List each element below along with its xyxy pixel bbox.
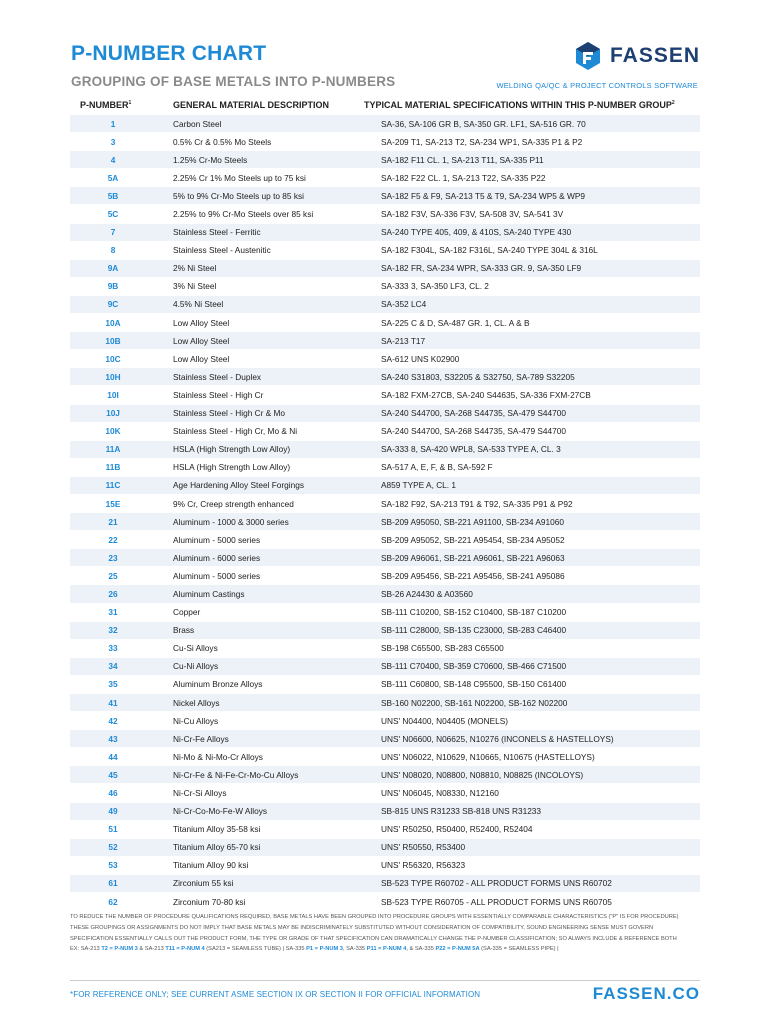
- table-row: [70, 604, 700, 622]
- specification-cell: SA-182 FR, SA-234 WPR, SA-333 GR. 9, SA-350 LF9: [381, 263, 582, 274]
- pnumber-cell: 21: [108, 516, 118, 527]
- specification-cell: SB-209 A95050, SB-221 A91100, SB-234 A91060: [381, 516, 564, 527]
- description-cell: Aluminum - 6000 series: [173, 552, 261, 563]
- pnumber-cell: 53: [108, 860, 118, 871]
- specification-cell: SB-523 TYPE R60705 - ALL PRODUCT FORMS UNS R60705: [381, 896, 612, 907]
- pnumber-cell: 62: [108, 896, 118, 907]
- table-row: [70, 224, 700, 242]
- pnumber-cell: 10B: [105, 335, 121, 346]
- description-cell: 2.25% Cr 1% Mo Steels up to 75 ksi: [173, 172, 306, 183]
- description-cell: Aluminum - 5000 series: [173, 570, 261, 581]
- specification-cell: SB-111 C70400, SB-359 C70600, SB-466 C71500: [381, 661, 567, 672]
- pnumber-cell: 22: [108, 534, 118, 545]
- description-cell: Ni-Cr-Si Alloys: [173, 788, 227, 799]
- specification-cell: SA-517 A, E, F, & B, SA-592 F: [381, 462, 493, 473]
- description-cell: Stainless Steel - Austenitic: [173, 245, 271, 256]
- brand-name: FASSEN: [610, 44, 701, 67]
- specification-cell: SA-36, SA-106 GR B, SA-350 GR. LF1, SA-516 GR. 70: [381, 118, 586, 129]
- pnumber-cell: 23: [108, 552, 118, 563]
- table-row: [70, 821, 700, 839]
- specification-cell: UNS' N08020, N08800, N08810, N08825 (INCOLOYS): [381, 769, 584, 780]
- table-row: [70, 205, 700, 223]
- footnote-example: EX: SA-213 T2 = P-NUM 3 & SA-213 T11 = P-NUM 4 (SA213 = SEAMLESS TUBE) | SA-335 P1 = P-NUM 3, SA-335 P11 = P-NUM 4, & SA-335 P22 = P-NUM 5A (SA-335 = SEAMLESS PIPE) |: [70, 946, 559, 953]
- pnumber-cell: 41: [108, 697, 118, 708]
- description-cell: Ni-Cr-Fe Alloys: [173, 733, 229, 744]
- description-cell: 0.5% Cr & 0.5% Mo Steels: [173, 136, 272, 147]
- pnumber-cell: 5A: [107, 172, 119, 183]
- description-cell: Titanium Alloy 35-58 ksi: [173, 824, 261, 835]
- specification-cell: UNS' N04400, N04405 (MONELS): [381, 715, 509, 726]
- table-row: [70, 676, 700, 694]
- table-row: [70, 332, 700, 350]
- specification-cell: SA-182 F3V, SA-336 F3V, SA-508 3V, SA-541 3V: [381, 209, 564, 220]
- table-row: [70, 531, 700, 549]
- description-cell: 2% Ni Steel: [173, 263, 217, 274]
- page-subtitle: GROUPING OF BASE METALS INTO P-NUMBERS: [71, 74, 396, 89]
- brand-tagline: WELDING QA/QC & PROJECT CONTROLS SOFTWARE: [496, 81, 698, 90]
- footnotes: [70, 912, 700, 955]
- specification-cell: SA-182 FXM-27CB, SA-240 S44635, SA-336 FXM-27CB: [381, 389, 591, 400]
- pnumber-cell: 5C: [107, 209, 119, 220]
- description-cell: Ni-Mo & Ni-Mo-Cr Alloys: [173, 751, 263, 762]
- footnote-3: SPECIFICATION ESSENTIALLY CALLS OUT THE PRODUCT FORM, THE TYPE OR GRADE OF THAT SPECIFICATION CAN DRAMATICALLY CHANGE THE P-NUMBER CLASSIFICATION; SO ALWAYS INCLUDE & REFERENCE BOTH: [70, 935, 677, 942]
- pnumber-cell: 11A: [105, 444, 121, 455]
- description-cell: Cu-Ni Alloys: [173, 661, 219, 672]
- column-header-description: GENERAL MATERIAL DESCRIPTION: [173, 100, 330, 110]
- pnumber-cell: 10I: [107, 389, 119, 400]
- description-cell: Stainless Steel - High Cr: [173, 389, 264, 400]
- pnumber-cell: 52: [108, 842, 118, 853]
- description-cell: Age Hardening Alloy Steel Forgings: [173, 480, 304, 491]
- pnumber-cell: 42: [108, 715, 118, 726]
- table-row: [70, 187, 700, 205]
- pnumber-cell: 32: [108, 625, 118, 636]
- table-row: [70, 405, 700, 423]
- specification-cell: SB-111 C28000, SB-135 C23000, SB-283 C46400: [381, 625, 567, 636]
- pnumber-cell: 49: [108, 806, 118, 817]
- description-cell: Ni-Cr-Co-Mo-Fe-W Alloys: [173, 806, 268, 817]
- pnumber-cell: 51: [108, 824, 118, 835]
- description-cell: Aluminum Bronze Alloys: [173, 679, 263, 690]
- footer-site-link[interactable]: FASSEN.CO: [592, 984, 700, 1003]
- table-row: [70, 133, 700, 151]
- description-cell: 9% Cr, Creep strength enhanced: [173, 498, 294, 509]
- table-row: [70, 350, 700, 368]
- table-row: [70, 622, 700, 640]
- pnumber-cell: 10J: [106, 408, 120, 419]
- table-row: [70, 314, 700, 332]
- table-row: [70, 386, 700, 404]
- specification-cell: SA-182 F5 & F9, SA-213 T5 & T9, SA-234 WP5 & WP9: [381, 190, 585, 201]
- description-cell: 2.25% to 9% Cr-Mo Steels over 85 ksi: [173, 209, 314, 220]
- specification-cell: SA-182 F92, SA-213 T91 & T92, SA-335 P91 & P92: [381, 498, 573, 509]
- specification-cell: SB-209 A95456, SB-221 A95456, SB-241 A95086: [381, 570, 565, 581]
- description-cell: Zirconium 55 ksi: [173, 878, 234, 889]
- pnumber-cell: 9A: [107, 263, 119, 274]
- table-row: [70, 296, 700, 314]
- specification-cell: SB-209 A95052, SB-221 A95454, SB-234 A95052: [381, 534, 565, 545]
- specification-cell: SA-213 T17: [381, 335, 426, 346]
- table-row: [70, 260, 700, 278]
- description-cell: Stainless Steel - Ferritic: [173, 227, 261, 238]
- description-cell: Brass: [173, 625, 195, 636]
- specification-cell: UNS' N06045, N08330, N12160: [381, 788, 499, 799]
- pnumber-cell: 5B: [107, 190, 119, 201]
- description-cell: Carbon Steel: [173, 118, 222, 129]
- specification-cell: SB-111 C60800, SB-148 C95500, SB-150 C61400: [381, 679, 567, 690]
- description-cell: 4.5% Ni Steel: [173, 299, 224, 310]
- description-cell: Copper: [173, 607, 201, 618]
- pnumber-cell: 10A: [105, 317, 121, 328]
- specification-cell: SB-198 C65500, SB-283 C65500: [381, 643, 504, 654]
- table-row: [70, 712, 700, 730]
- specification-cell: SA-352 LC4: [381, 299, 427, 310]
- description-cell: Ni-Cr-Fe & Ni-Fe-Cr-Mo-Cu Alloys: [173, 769, 299, 780]
- table-row: [70, 495, 700, 513]
- disclaimer: *FOR REFERENCE ONLY; SEE CURRENT ASME SECTION IX OR SECTION II FOR OFFICIAL INFORMATION: [70, 990, 481, 999]
- pnumber-cell: 9C: [107, 299, 119, 310]
- pnumber-cell: 35: [108, 679, 118, 690]
- footnote-2: THESE GROUPINGS OR ASSIGNMENTS DO NOT IMPLY THAT BASE METALS MAY BE INDISCRIMINATELY SUBSTITUTED WITHOUT CONSIDERATION OF COMPATIBILITY, SOUND ENGINEERING SENSE MUST GOVERN: [70, 924, 654, 931]
- description-cell: Stainless Steel - High Cr & Mo: [173, 408, 286, 419]
- specification-cell: SA-240 S44700, SA-268 S44735, SA-479 S44700: [381, 408, 566, 419]
- table-row: [70, 857, 700, 875]
- pnumber-cell: 10H: [105, 371, 121, 382]
- table-row: [70, 875, 700, 893]
- specification-cell: SB-523 TYPE R60702 - ALL PRODUCT FORMS UNS R60702: [381, 878, 612, 889]
- specification-cell: SA-240 TYPE 405, 409, & 410S, SA-240 TYPE 430: [381, 227, 572, 238]
- specification-cell: SA-225 C & D, SA-487 GR. 1, CL. A & B: [381, 317, 530, 328]
- table-row: [70, 477, 700, 495]
- specification-cell: UNS' R56320, R56323: [381, 860, 466, 871]
- description-cell: Aluminum - 1000 & 3000 series: [173, 516, 289, 527]
- description-cell: 3% Ni Steel: [173, 281, 217, 292]
- table-row: [70, 151, 700, 169]
- specification-cell: UNS' R50250, R50400, R52400, R52404: [381, 824, 533, 835]
- pnumber-cell: 45: [108, 769, 118, 780]
- table-header: [70, 95, 700, 116]
- pnumber-cell: 4: [110, 154, 116, 165]
- description-cell: Stainless Steel - High Cr, Mo & Ni: [173, 426, 298, 437]
- table-row: [70, 748, 700, 766]
- pnumber-cell: 10C: [105, 353, 121, 364]
- description-cell: Titanium Alloy 90 ksi: [173, 860, 249, 871]
- description-cell: Low Alloy Steel: [173, 335, 230, 346]
- table-row: [70, 115, 700, 133]
- pnumber-cell: 7: [110, 227, 116, 238]
- pnumber-cell: 26: [108, 588, 118, 599]
- specification-cell: SA-182 F11 CL. 1, SA-213 T11, SA-335 P11: [381, 154, 544, 165]
- description-cell: Stainless Steel - Duplex: [173, 371, 262, 382]
- description-cell: Cu-Si Alloys: [173, 643, 218, 654]
- specification-cell: UNS' R50550, R53400: [381, 842, 466, 853]
- pnumber-cell: 44: [108, 751, 118, 762]
- description-cell: HSLA (High Strength Low Alloy): [173, 444, 291, 455]
- description-cell: 1.25% Cr-Mo Steels: [173, 154, 248, 165]
- page-title: P-NUMBER CHART: [71, 42, 267, 65]
- pnumber-cell: 11C: [105, 480, 121, 491]
- pnumber-cell: 10K: [105, 426, 121, 437]
- specification-cell: UNS' N06600, N06625, N10276 (INCONELS & HASTELLOYS): [381, 733, 614, 744]
- table-row: [70, 803, 700, 821]
- description-cell: HSLA (High Strength Low Alloy): [173, 462, 291, 473]
- table-row: [70, 567, 700, 585]
- description-cell: 5% to 9% Cr-Mo Steels up to 85 ksi: [173, 190, 304, 201]
- pnumber-cell: 34: [108, 661, 118, 672]
- table-row: [70, 441, 700, 459]
- specification-cell: SA-182 F22 CL. 1, SA-213 T22, SA-335 P22: [381, 172, 546, 183]
- pnumber-cell: 46: [108, 788, 118, 799]
- table-row: [70, 730, 700, 748]
- specification-cell: SA-333 8, SA-420 WPL8, SA-533 TYPE A, CL. 3: [381, 444, 561, 455]
- table-row: [70, 459, 700, 477]
- specification-cell: SB-160 N02200, SB-161 N02200, SB-162 N02200: [381, 697, 568, 708]
- table-row: [70, 658, 700, 676]
- description-cell: Ni-Cu Alloys: [173, 715, 219, 726]
- specification-cell: UNS' N06022, N10629, N10665, N10675 (HASTELLOYS): [381, 751, 595, 762]
- pnumber-cell: 61: [108, 878, 118, 889]
- specification-cell: SA-333 3, SA-350 LF3, CL. 2: [381, 281, 489, 292]
- pnumber-table: [70, 115, 700, 911]
- specification-cell: SA-209 T1, SA-213 T2, SA-234 WP1, SA-335 P1 & P2: [381, 136, 583, 147]
- table-row: [70, 242, 700, 260]
- table-row: [70, 169, 700, 187]
- description-cell: Aluminum Castings: [173, 588, 245, 599]
- specification-cell: SB-815 UNS R31233 SB-818 UNS R31233: [381, 806, 542, 817]
- specification-cell: SB-111 C10200, SB-152 C10400, SB-187 C10200: [381, 607, 567, 618]
- description-cell: Low Alloy Steel: [173, 353, 230, 364]
- column-header-pnumber: P-NUMBER$^1$: [80, 100, 132, 110]
- description-cell: Low Alloy Steel: [173, 317, 230, 328]
- page-footer: [70, 980, 700, 1007]
- table-row: [70, 839, 700, 857]
- table-row: [70, 640, 700, 658]
- specification-cell: A859 TYPE A, CL. 1: [381, 480, 457, 491]
- pnumber-cell: 8: [110, 245, 116, 256]
- pnumber-cell: 3: [110, 136, 116, 147]
- table-row: [70, 784, 700, 802]
- specification-cell: SA-182 F304L, SA-182 F316L, SA-240 TYPE 304L & 316L: [381, 245, 598, 256]
- specification-cell: SA-612 UNS K02900: [381, 353, 460, 364]
- pnumber-cell: 9B: [107, 281, 119, 292]
- table-row: [70, 278, 700, 296]
- brand-logo[interactable]: [574, 40, 704, 72]
- table-row: [70, 423, 700, 441]
- pnumber-cell: 33: [108, 643, 118, 654]
- fassen-logo-icon: [574, 41, 602, 71]
- pnumber-cell: 11B: [105, 462, 121, 473]
- specification-cell: SB-26 A24430 & A03560: [381, 588, 473, 599]
- table-row: [70, 368, 700, 386]
- pnumber-cell: 1: [110, 118, 116, 129]
- specification-cell: SA-240 S31803, S32205 & S32750, SA-789 S32205: [381, 371, 575, 382]
- description-cell: Aluminum - 5000 series: [173, 534, 261, 545]
- pnumber-cell: 43: [108, 733, 118, 744]
- pnumber-cell: 31: [108, 607, 118, 618]
- description-cell: Zirconium 70-80 ksi: [173, 896, 246, 907]
- footnote-1: TO REDUCE THE NUMBER OF PROCEDURE QUALIFICATIONS REQUIRED, BASE METALS HAVE BEEN GROUPED INTO PROCEDURE GROUPS WITH ESSENTIALLY COMPARABLE CHARACTERISTICS ("P" IS FOR PROCEDURE): [70, 914, 679, 920]
- table-row: [70, 766, 700, 784]
- description-cell: Titanium Alloy 65-70 ksi: [173, 842, 261, 853]
- table-row: [70, 694, 700, 712]
- table-row: [70, 585, 700, 603]
- column-header-specifications: TYPICAL MATERIAL SPECIFICATIONS WITHIN THIS P-NUMBER GROUP$^2$: [364, 100, 675, 110]
- table-row: [70, 513, 700, 531]
- table-row: [70, 893, 700, 911]
- specification-cell: SB-209 A96061, SB-221 A96061, SB-221 A96063: [381, 552, 565, 563]
- specification-cell: SA-240 S44700, SA-268 S44735, SA-479 S44700: [381, 426, 566, 437]
- table-row: [70, 549, 700, 567]
- pnumber-cell: 25: [108, 570, 118, 581]
- pnumber-cell: 15E: [105, 498, 121, 509]
- description-cell: Nickel Alloys: [173, 697, 220, 708]
